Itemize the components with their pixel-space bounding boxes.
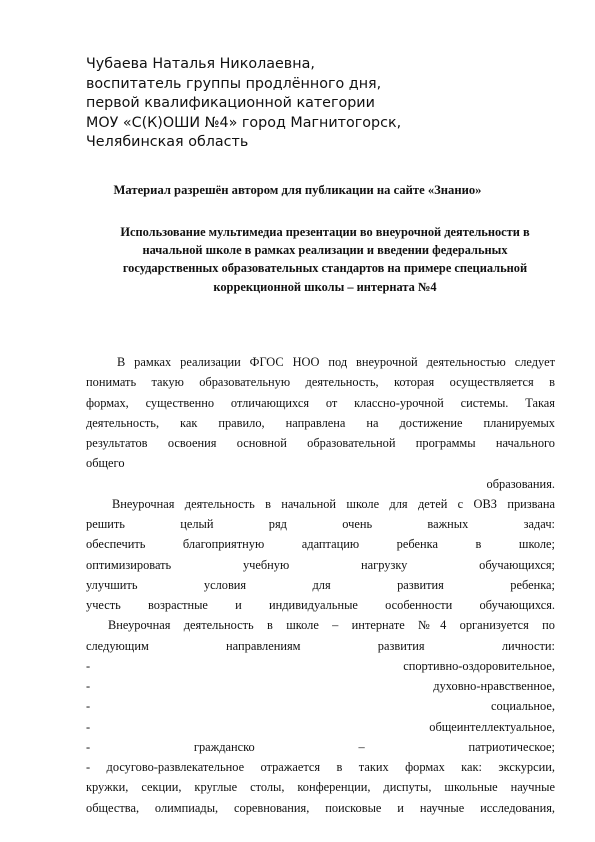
title-line: Использование мультимедиа презентации во внеурочной деятельности в [120, 225, 530, 239]
body-line: В рамках реализации ФГОС НОО под внеурочной деятельностью следует [117, 355, 555, 369]
body-line: Внеурочная деятельность в школе – интернате №4 организуется по [108, 618, 555, 633]
author-school: МОУ «С(К)ОШИ №4» город Магнитогорск, [86, 114, 402, 131]
author-info [86, 55, 401, 153]
body-line: кружки, секции, круглые столы, конференции, диспуты, школьные научные [86, 780, 555, 795]
body-line: образования. [486, 476, 555, 491]
body-line: - духовно-нравственное, [86, 679, 555, 693]
body-line: формах, существенно отличающихся от классно-урочной системы. Такая [86, 395, 555, 410]
body-line: - общеинтеллектуальное, [86, 719, 555, 734]
author-region: Челябинская область [86, 134, 249, 150]
body-line: результатов освоения основной образовательной программы начального [86, 436, 555, 450]
author-category: первой квалификационной категории [86, 95, 375, 111]
body-line: решить целый ряд очень важных задач: [86, 517, 555, 531]
body-line: понимать такую образовательную деятельность, которая осуществляется в [86, 375, 555, 390]
body-line: улучшить условия для развития ребенка; [86, 577, 555, 592]
body-line: Внеурочная деятельность в начальной школе для детей с ОВЗ призвана [112, 496, 555, 511]
body-line: обеспечить благоприятную адаптацию ребенка в школе; [86, 537, 555, 552]
author-position: воспитатель группы продлённого дня, [86, 75, 382, 92]
body-line: оптимизировать учебную нагрузку обучающихся; [86, 557, 555, 572]
author-name: Чубаева Наталья Николаевна, [86, 56, 315, 72]
article-body [86, 352, 555, 818]
body-line: - гражданско – патриотическое; [86, 739, 555, 754]
title-line: начальной школе в рамках реализации и введении федеральных [142, 243, 508, 258]
body-line: учесть возрастные и индивидуальные особенности обучающихся. [86, 598, 555, 612]
body-line: - социальное, [86, 699, 555, 714]
title-line: государственных образовательных стандартов на примере специальной [122, 261, 528, 276]
body-line: - спортивно-оздоровительное, [86, 658, 555, 673]
body-line: - досугово-развлекательное отражается в таких формах как: экскурсии, [86, 760, 555, 774]
title-line: коррекционной школы – интерната №4 [213, 279, 437, 294]
body-line: общества, олимпиады, соревнования, поисковые и научные исследования, [86, 800, 555, 815]
body-line: деятельность, как правило, направлена на достижение планируемых [86, 415, 555, 430]
article-title [86, 223, 564, 296]
body-line: следующим направлениям развития личности: [86, 638, 555, 653]
body-line: общего [86, 456, 125, 471]
publication-permission: Материал разрешён автором для публикации на сайте «Знанио» [113, 183, 482, 197]
